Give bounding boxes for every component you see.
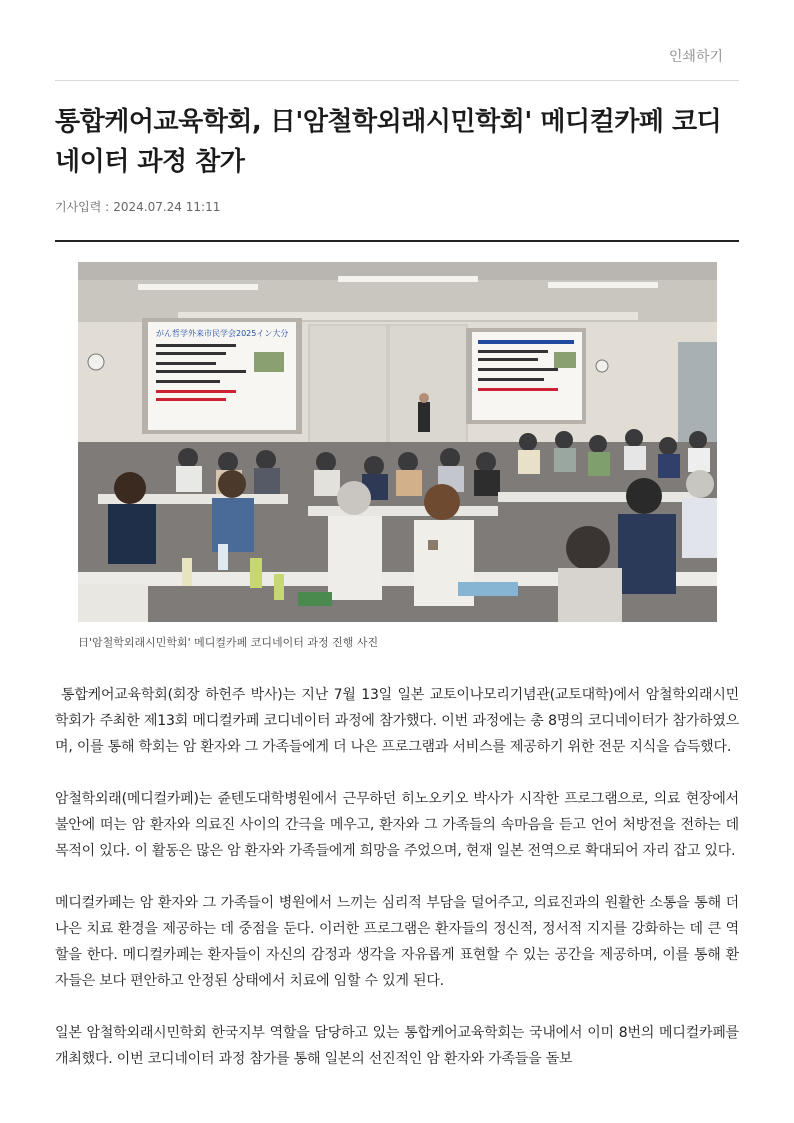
photo-caption: 日'암철학외래시민학회' 메디컬카페 코디네이터 과정 진행 사진 bbox=[78, 636, 379, 649]
right-projection-screen bbox=[472, 332, 582, 420]
title-divider bbox=[55, 240, 739, 242]
article-dateline bbox=[55, 198, 220, 215]
print-link[interactable]: 인쇄하기 bbox=[668, 49, 723, 65]
left-slide-title: がん哲学外来市民学会2025イン大分 bbox=[156, 329, 289, 338]
article-paragraph: 통합케어교육학회(회장 하헌주 박사)는 지난 7월 13일 일본 교토이나모리기념관(교토대학)에서 암철학외래시민학회가 주최한 제13회 메디컬카페 코디네이터 과정에 참가했다. 이번 과정에는 총 8명의 코디네이터가 참가하였으며, 이를 통해 학회는 암 환자와 그 가족들에게 더 나은 프로그램과 서비스를 제공하기 위한 전문 지식을 습득했다. bbox=[55, 687, 739, 755]
article-paragraph: 메디컬카페는 암 환자와 그 가족들이 병원에서 느끼는 심리적 부담을 덜어주고, 의료진과의 원활한 소통을 통해 더 나은 치료 환경을 제공하는 데 중점을 둔다. 이러한 프로그램은 환자들의 정신적, 정서적 지지를 강화하는 데 큰 역할을 한다. 메디컬카페는 환자들이 자신의 감정과 생각을 자유롭게 표현할 수 있는 공간을 제공하며, 이를 통해 환자들은 보다 편안하고 안정된 상태에서 치료에 임할 수 있게 된다. bbox=[55, 895, 739, 989]
article-paragraph: 암철학외래(메디컬카페)는 쥰텐도대학병원에서 근무하던 히노오키오 박사가 시작한 프로그램으로, 의료 현장에서 불안에 떠는 암 환자와 의료진 사이의 간극을 메우고, 환자와 그 가족들의 속마음을 듣고 언어 처방전을 전하는 데 목적이 있다. 이 활동은 많은 암 환자와 가족들에게 희망을 주었으며, 현재 일본 전역으로 확대되어 자리 잡고 있다. bbox=[55, 791, 739, 859]
top-divider bbox=[55, 80, 739, 81]
left-projection-screen bbox=[148, 322, 296, 430]
date-label: 기사입력 : bbox=[55, 200, 110, 214]
article-paragraph: 일본 암철학외래시민학회 한국지부 역할을 담당하고 있는 통합케어교육학회는 국내에서 이미 8번의 메디컬카페를 개최했다. 이번 코디네이터 과정 참가를 통해 일본의 선진적인 암 환자와 가족들을 돌보 bbox=[55, 1025, 739, 1067]
article-body bbox=[55, 682, 739, 1098]
date-value: 2024.07.24 11:11 bbox=[113, 200, 221, 214]
article-title: 통합케어교육학회, 日'암철학외래시민학회' 메디컬카페 코디네이터 과정 참가 bbox=[55, 107, 722, 177]
article-photo bbox=[78, 262, 717, 622]
